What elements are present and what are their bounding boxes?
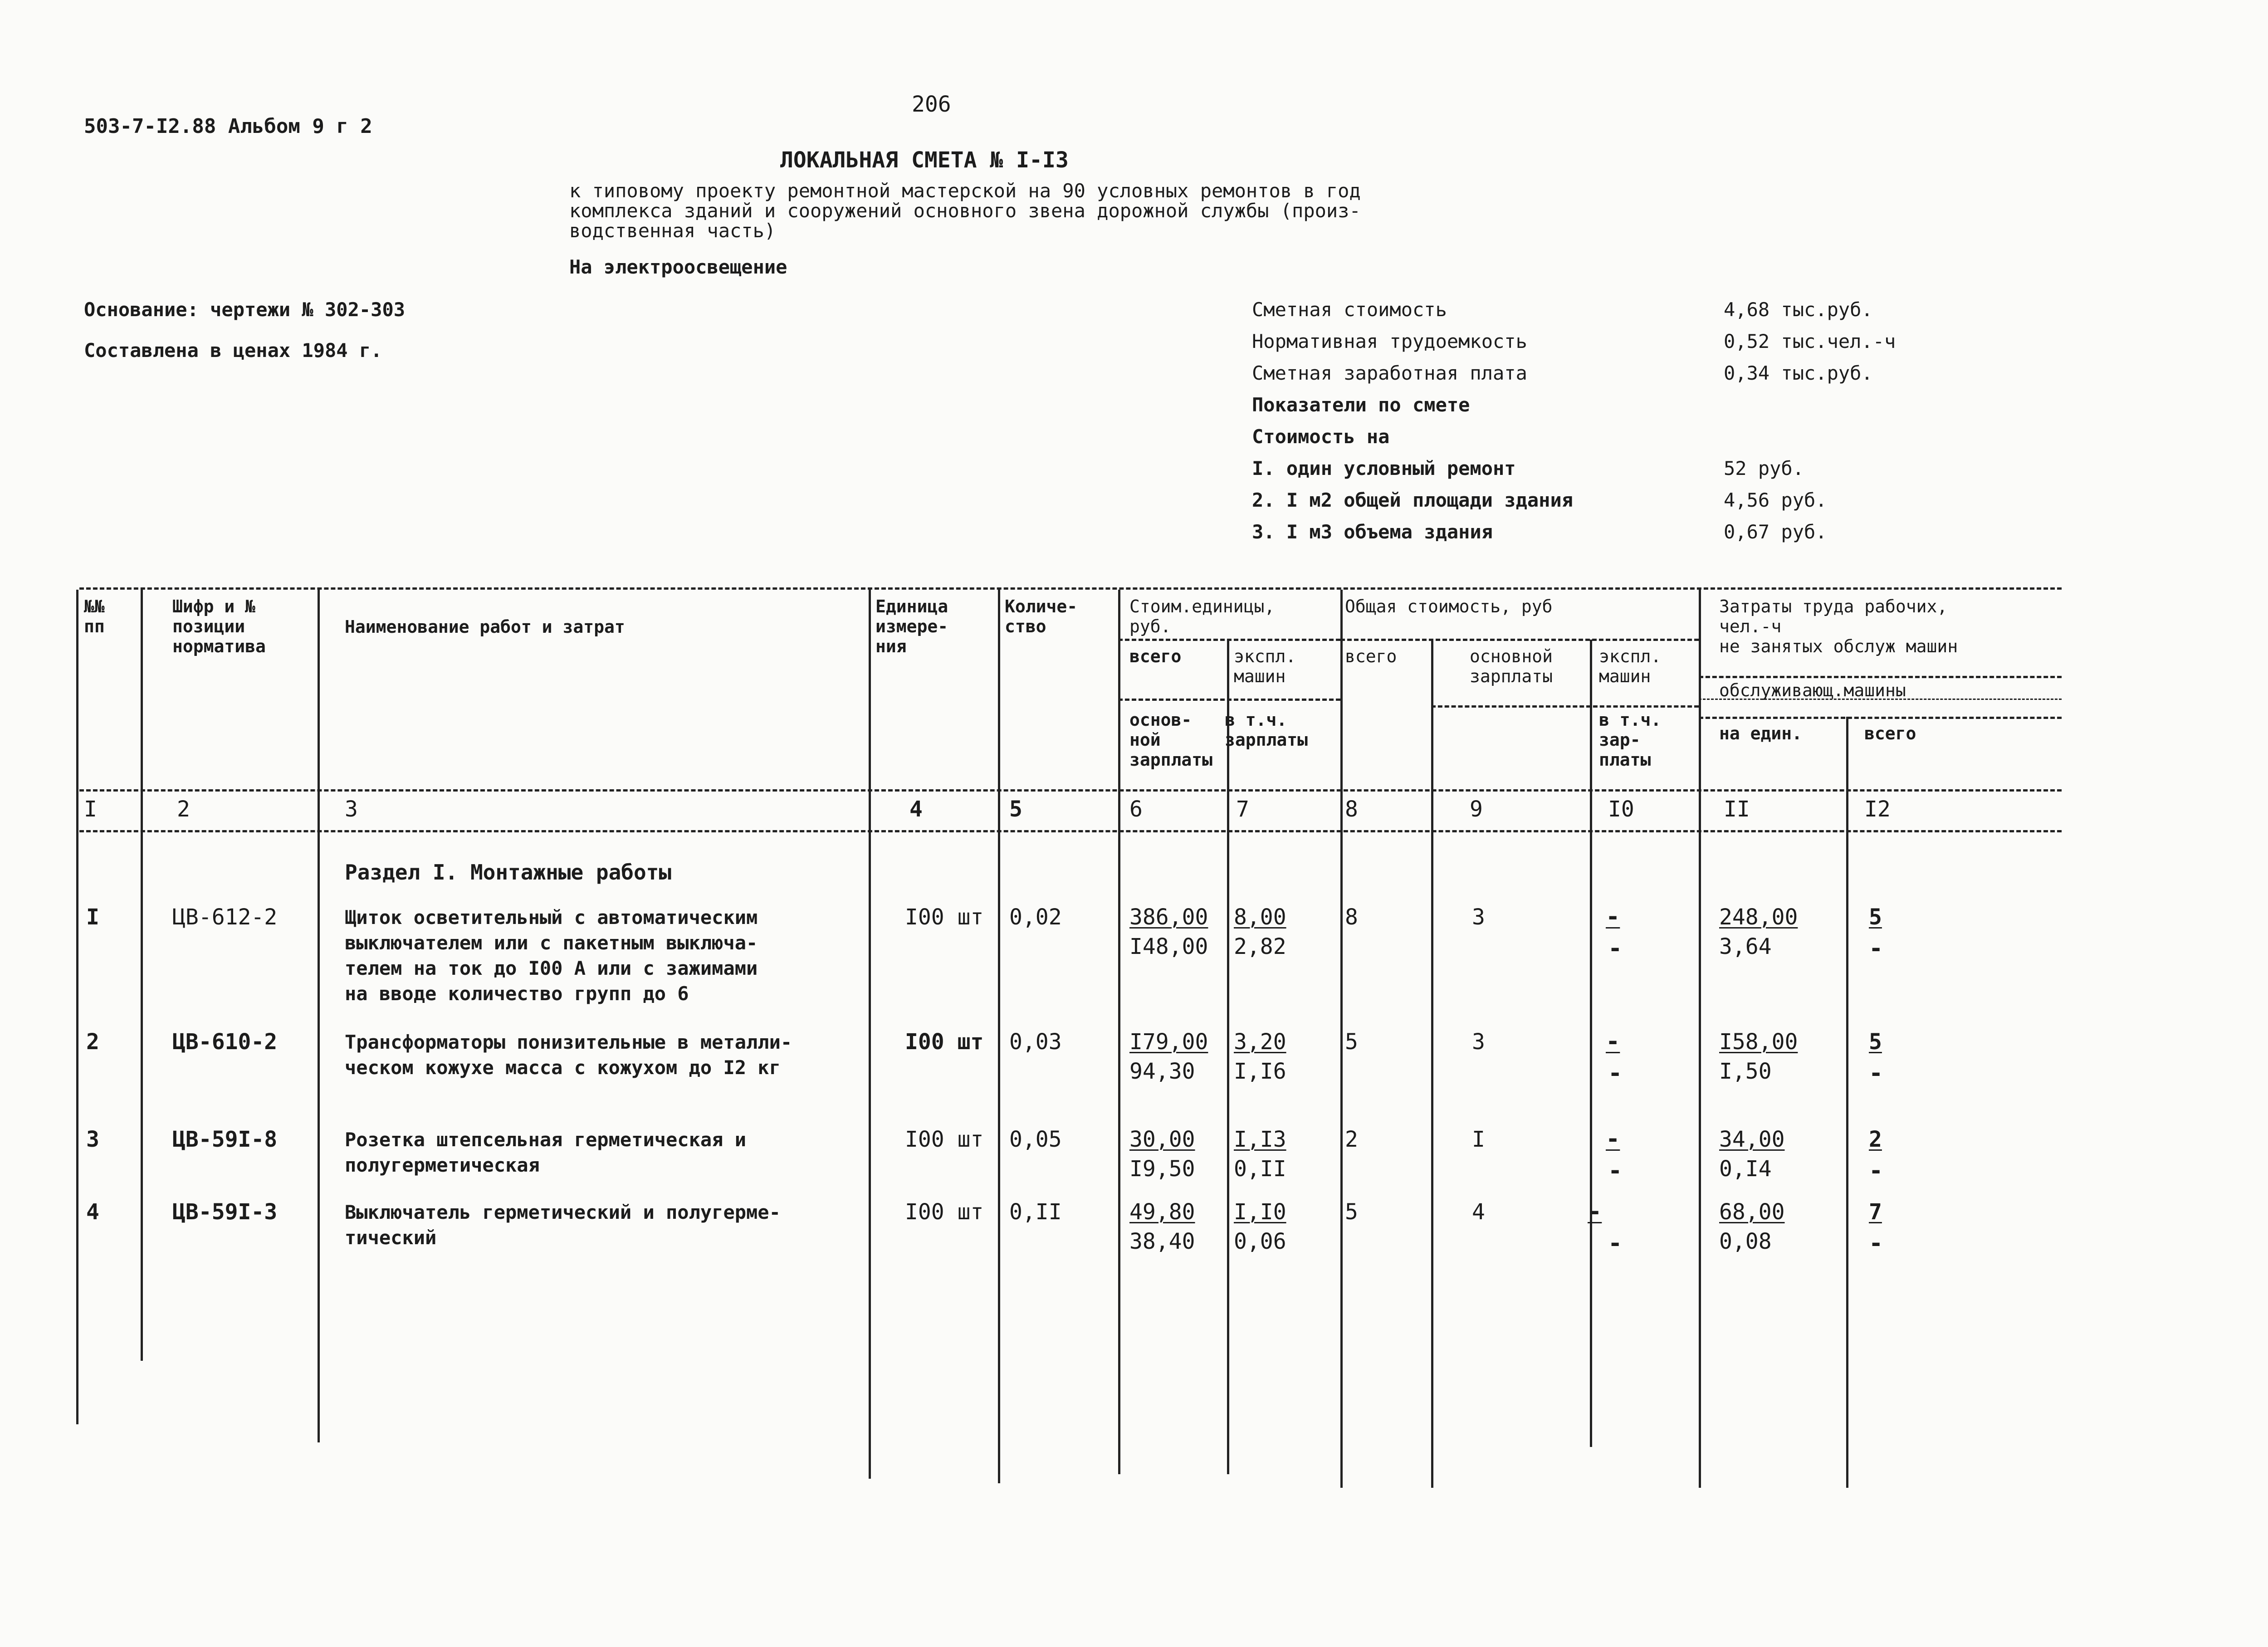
- total-machine-salary: -: [1608, 1060, 1623, 1087]
- quantity: 0,05: [1009, 1127, 1062, 1152]
- column-number: 6: [1129, 797, 1143, 822]
- unit-cost-machine-salary: I,I6: [1234, 1059, 1286, 1084]
- total-base-salary: 4: [1472, 1199, 1485, 1225]
- header-labor-machines: обслуживающ.машины: [1719, 680, 1906, 700]
- subheader-rule: [1118, 699, 1340, 701]
- total-machines: -: [1606, 903, 1620, 930]
- subtitle-line: к типовому проекту ремонтной мастерской на 90 условных ремонтов в год: [569, 180, 1361, 202]
- unit: I00 шт: [905, 1127, 984, 1152]
- summary-value: 52 руб.: [1724, 457, 1804, 479]
- row-number: 2: [86, 1029, 99, 1055]
- summary-label: Сметная стоимость: [1252, 298, 1447, 321]
- norm-code: ЦВ-612-2: [172, 904, 278, 930]
- labor-per-unit: 34,00: [1719, 1127, 1785, 1152]
- unit: I00 шт: [905, 1029, 984, 1055]
- total-base-salary: 3: [1472, 1029, 1485, 1055]
- header-code: Шифр и № позиции норматива: [172, 596, 266, 656]
- album-reference: 503-7-I2.88 Альбом 9 г 2: [84, 115, 372, 138]
- compiled-prices: Составлена в ценах 1984 г.: [84, 339, 382, 362]
- header-total: всего: [1345, 646, 1397, 666]
- labor-total: 5: [1869, 1029, 1882, 1055]
- total-machine-salary: -: [1608, 935, 1623, 962]
- total-machines: -: [1606, 1028, 1620, 1055]
- unit-cost-machine-salary: 0,06: [1234, 1229, 1286, 1254]
- summary-value: 4,68 тыс.руб.: [1724, 298, 1873, 321]
- column-line: [998, 590, 1000, 1483]
- header-bottom-rule: [79, 789, 2062, 792]
- section-title: Раздел I. Монтажные работы: [345, 860, 672, 885]
- unit-cost-total: 30,00: [1129, 1127, 1195, 1152]
- header-unit-machine-salary: в т.ч. зарплаты: [1225, 710, 1308, 750]
- subheader-rule: [1118, 639, 1340, 641]
- column-number: 2: [177, 797, 190, 822]
- column-number: 3: [345, 797, 358, 822]
- labor-per-unit: 68,00: [1719, 1199, 1785, 1225]
- column-line: [318, 590, 320, 1442]
- total-machine-salary: -: [1608, 1157, 1623, 1184]
- subheader-rule: [1699, 717, 2062, 719]
- subheader-rule: [1699, 676, 2062, 678]
- norm-code: ЦВ-59I-3: [172, 1199, 278, 1225]
- labor-machine-total: -: [1869, 1060, 1883, 1087]
- unit-cost-salary: I48,00: [1129, 934, 1208, 959]
- labor-machine-total: -: [1869, 1157, 1883, 1184]
- quantity: 0,02: [1009, 904, 1062, 930]
- work-name: Трансформаторы понизительные в металли- ческом кожухе масса с кожухом до I2 кг: [345, 1031, 792, 1079]
- labor-machine-per-unit: 0,08: [1719, 1229, 1772, 1254]
- work-name: Щиток осветительный с автоматическим выключателем или с пакетным выключа- телем на ток до I00 А или с зажимами на вводе количество групп до 6: [345, 906, 758, 1005]
- labor-total: 2: [1869, 1127, 1882, 1152]
- norm-code: ЦВ-59I-8: [172, 1127, 278, 1152]
- total-cost: 5: [1345, 1029, 1358, 1055]
- header-unit-salary: основ- ной зарплаты: [1129, 710, 1213, 770]
- work-name: Выключатель герметический и полугерме- тический: [345, 1201, 781, 1249]
- header-unit-cost: Стоим.единицы, руб.: [1129, 596, 1275, 636]
- labor-machine-per-unit: 3,64: [1719, 934, 1772, 959]
- column-number: 4: [909, 797, 923, 822]
- unit-cost-salary: 38,40: [1129, 1229, 1195, 1254]
- subheader-rule: [1340, 639, 1699, 641]
- summary-label: Стоимость на: [1252, 425, 1390, 448]
- unit-cost-machine-salary: 2,82: [1234, 934, 1286, 959]
- column-number: 7: [1236, 797, 1249, 822]
- unit: I00 шт: [905, 904, 984, 930]
- column-number: I0: [1608, 797, 1634, 822]
- header-quantity: Количе- ство: [1005, 596, 1078, 636]
- quantity: 0,II: [1009, 1199, 1062, 1225]
- column-number: 9: [1470, 797, 1483, 822]
- column-line: [1590, 640, 1592, 1447]
- summary-label: Показатели по смете: [1252, 394, 1470, 416]
- header-base-salary: основной зарплаты: [1470, 646, 1553, 686]
- column-line: [1118, 590, 1120, 1474]
- unit-cost-salary: 94,30: [1129, 1059, 1195, 1084]
- subtitle-topic: На электроосвещение: [569, 256, 787, 278]
- total-base-salary: I: [1472, 1127, 1485, 1152]
- labor-total: 7: [1869, 1199, 1882, 1225]
- labor-per-unit: 248,00: [1719, 904, 1798, 930]
- column-line: [1340, 590, 1343, 1488]
- header-row-number: №№ пп: [84, 596, 105, 636]
- header-unit-total: всего: [1129, 646, 1182, 666]
- unit-cost-machines: I,I0: [1234, 1199, 1286, 1225]
- unit-cost-total: I79,00: [1129, 1029, 1208, 1055]
- subtitle-line: водственная часть): [569, 220, 776, 242]
- labor-machine-total: -: [1869, 935, 1883, 962]
- row-number: 4: [86, 1199, 99, 1225]
- column-line: [76, 590, 78, 1424]
- header-total-machines: экспл. машин: [1599, 646, 1662, 686]
- page-number: 206: [912, 92, 951, 117]
- header-total-cost: Общая стоимость, руб: [1345, 596, 1553, 616]
- column-line: [1431, 640, 1433, 1488]
- row-number: I: [86, 904, 99, 930]
- unit-cost-machines: 3,20: [1234, 1029, 1286, 1055]
- labor-per-unit: I58,00: [1719, 1029, 1798, 1055]
- total-machine-salary: -: [1608, 1230, 1623, 1257]
- unit-cost-machines: 8,00: [1234, 904, 1286, 930]
- labor-total: 5: [1869, 904, 1882, 930]
- column-number: II: [1724, 797, 1750, 822]
- header-unit: Единица измере- ния: [875, 596, 948, 656]
- column-line: [1699, 590, 1701, 1488]
- header-total-machine-salary: в т.ч. зар- платы: [1599, 710, 1662, 770]
- unit-cost-machine-salary: 0,II: [1234, 1156, 1286, 1182]
- quantity: 0,03: [1009, 1029, 1062, 1055]
- column-number: I: [84, 797, 97, 822]
- header-labor: Затраты труда рабочих, чел.-ч не занятых обслуж машин: [1719, 596, 1958, 656]
- total-cost: 8: [1345, 904, 1358, 930]
- table-top-rule: [79, 587, 2062, 590]
- summary-label: 2. I м2 общей площади здания: [1252, 489, 1574, 511]
- summary-label: 3. I м3 объема здания: [1252, 521, 1493, 543]
- labor-machine-per-unit: I,50: [1719, 1059, 1772, 1084]
- work-name: Розетка штепсельная герметическая и полугерметическая: [345, 1129, 747, 1176]
- summary-value: 0,67 руб.: [1724, 521, 1827, 543]
- document-title: ЛОКАЛЬНАЯ СМЕТА № I-I3: [780, 147, 1069, 173]
- total-machines: -: [1588, 1198, 1602, 1225]
- summary-value: 4,56 руб.: [1724, 489, 1827, 511]
- summary-label: I. один условный ремонт: [1252, 457, 1516, 479]
- summary-label: Сметная заработная плата: [1252, 362, 1527, 384]
- unit: I00 шт: [905, 1199, 984, 1225]
- total-cost: 5: [1345, 1199, 1358, 1225]
- header-labor-per-unit: на един.: [1719, 723, 1803, 743]
- column-number: I2: [1864, 797, 1891, 822]
- labor-machine-per-unit: 0,I4: [1719, 1156, 1772, 1182]
- norm-code: ЦВ-610-2: [172, 1029, 278, 1055]
- column-number: 5: [1009, 797, 1022, 822]
- total-machines: -: [1606, 1125, 1620, 1153]
- unit-cost-salary: I9,50: [1129, 1156, 1195, 1182]
- column-line: [1846, 717, 1848, 1488]
- basis-drawings: Основание: чертежи № 302-303: [84, 298, 406, 321]
- header-unit-machines: экспл. машин: [1234, 646, 1296, 686]
- header-labor-total: всего: [1864, 723, 1916, 743]
- labor-machine-total: -: [1869, 1230, 1883, 1257]
- header-work-name: Наименование работ и затрат: [345, 617, 625, 637]
- summary-label: Нормативная трудоемкость: [1252, 330, 1527, 352]
- column-line: [141, 590, 143, 1361]
- total-cost: 2: [1345, 1127, 1358, 1152]
- total-base-salary: 3: [1472, 904, 1485, 930]
- subheader-rule: [1431, 705, 1699, 708]
- column-number: 8: [1345, 797, 1358, 822]
- subtitle-line: комплекса зданий и сооружений основного звена дорожной службы (произ-: [569, 200, 1361, 222]
- unit-cost-machines: I,I3: [1234, 1127, 1286, 1152]
- summary-value: 0,52 тыс.чел.-ч: [1724, 330, 1896, 352]
- row-number: 3: [86, 1127, 99, 1152]
- unit-cost-total: 49,80: [1129, 1199, 1195, 1225]
- unit-cost-total: 386,00: [1129, 904, 1208, 930]
- column-line: [1227, 640, 1229, 1474]
- column-line: [869, 590, 871, 1479]
- column-number-rule: [79, 830, 2062, 832]
- summary-value: 0,34 тыс.руб.: [1724, 362, 1873, 384]
